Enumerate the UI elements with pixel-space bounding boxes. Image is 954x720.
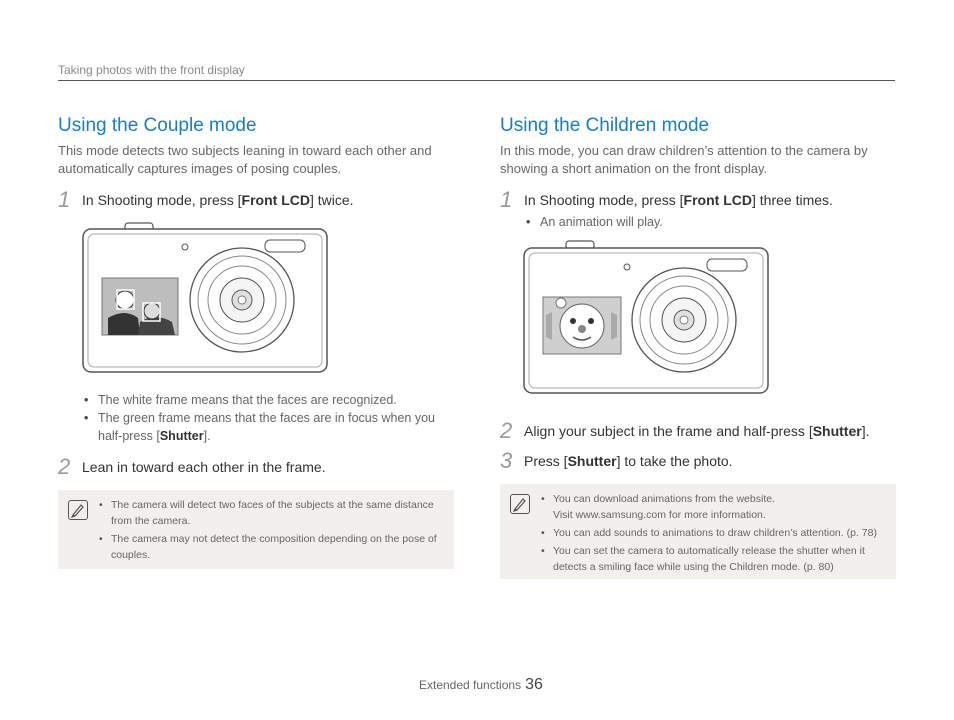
couple-intro: This mode detects two subjects leaning in toward each other and automatically captures images of posing couples. xyxy=(58,143,432,176)
running-header: Taking photos with the front display xyxy=(58,63,245,77)
list-item: • You can set the camera to automatically release the shutter when it detects a smiling face while using the Children mode. (p. 80) xyxy=(541,543,886,575)
couple-note-box xyxy=(58,490,454,569)
couple-title: Using the Couple mode xyxy=(58,115,257,136)
key-label: Front LCD xyxy=(683,192,752,208)
note-text: Visit www.samsung.com for more information. xyxy=(553,509,766,521)
step-text: ] three times. xyxy=(751,192,833,208)
footer-label: Extended functions xyxy=(419,678,522,692)
camera-children-illustration xyxy=(521,240,771,395)
note-text: You can download animations from the website. xyxy=(553,493,775,505)
children-note-box xyxy=(500,484,896,579)
key-label: Shutter xyxy=(159,429,204,443)
page-number: 36 xyxy=(525,676,543,693)
step-number: 2 xyxy=(58,454,71,479)
header-divider xyxy=(58,80,895,81)
camera-couple-illustration xyxy=(80,220,330,375)
step-number: 1 xyxy=(58,187,71,212)
couple-step-2 xyxy=(58,454,326,479)
list-item: • The camera will detect two faces of the subjects at the same distance from the camera. xyxy=(99,497,444,529)
step-text: ] to take the photo. xyxy=(616,453,733,469)
list-item xyxy=(82,409,452,445)
bullet-text: The green frame means that the faces are in focus when you half-press [ xyxy=(98,411,435,443)
list-item: • The camera may not detect the composition depending on the pose of couples. xyxy=(99,531,444,563)
children-step-2 xyxy=(500,418,870,443)
children-step-3 xyxy=(500,448,733,473)
bullet-text: ]. xyxy=(203,429,211,443)
step-text: Align your subject in the frame and half-press [ xyxy=(524,423,813,439)
children-intro: In this mode, you can draw children’s attention to the camera by showing a short animation on the front display. xyxy=(500,143,868,176)
step-text: In Shooting mode, press [ xyxy=(524,192,684,208)
step-text: Press [ xyxy=(524,453,568,469)
step-number: 3 xyxy=(500,448,513,473)
children-step-1 xyxy=(500,187,833,212)
list-item: • An animation will play. xyxy=(524,213,894,231)
couple-bullets xyxy=(82,391,452,445)
bullet-text: The white frame means that the faces are recognized. xyxy=(98,393,397,407)
list-item: • You can add sounds to animations to draw children’s attention. (p. 78) xyxy=(541,525,886,541)
children-bullets xyxy=(524,213,894,231)
couple-step-1 xyxy=(58,187,354,212)
children-title: Using the Children mode xyxy=(500,115,710,136)
step-text: Lean in toward each other in the frame. xyxy=(82,459,326,475)
note-icon xyxy=(68,500,88,520)
list-item xyxy=(541,491,886,523)
key-label: Shutter xyxy=(567,453,617,469)
step-text: ]. xyxy=(861,423,870,439)
step-number: 2 xyxy=(500,418,513,443)
step-text: ] twice. xyxy=(309,192,354,208)
list-item xyxy=(82,391,452,409)
key-label: Shutter xyxy=(812,423,862,439)
page-footer xyxy=(419,676,543,694)
key-label: Front LCD xyxy=(241,192,310,208)
note-icon xyxy=(510,494,530,514)
step-number: 1 xyxy=(500,187,513,212)
step-text: In Shooting mode, press [ xyxy=(82,192,242,208)
